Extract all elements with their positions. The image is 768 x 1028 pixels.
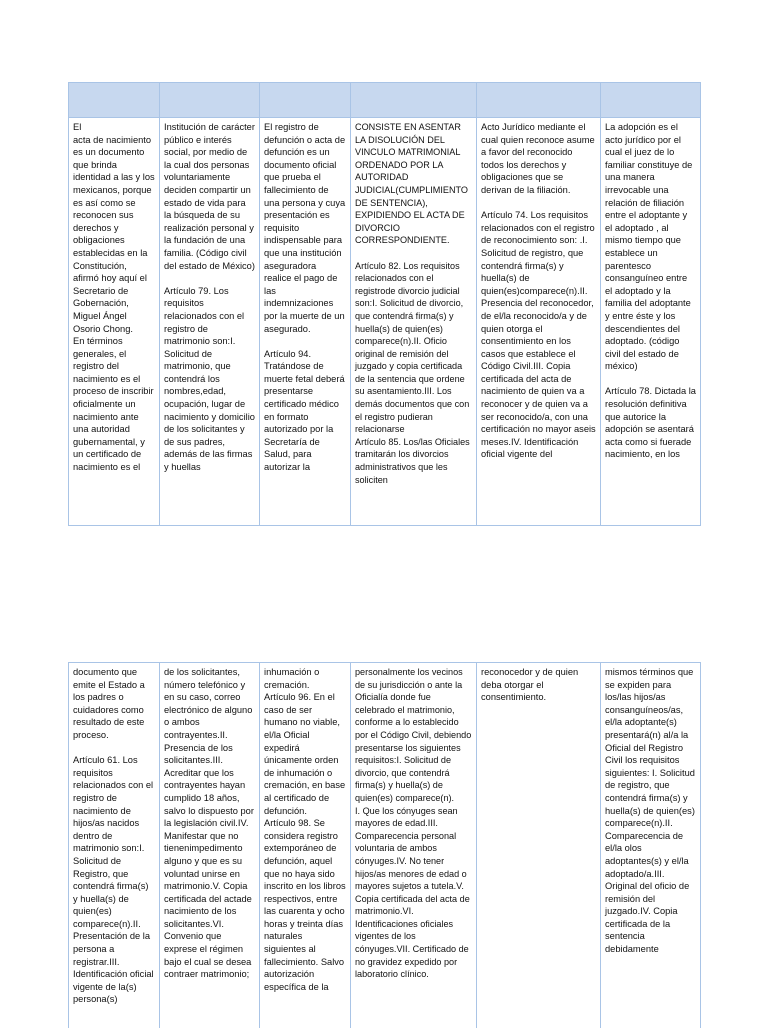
cell-text: El registro de defunción o acta de defunción es un documento oficial que prueba el fallecimiento de una persona y cuya presentación es requisito indispensable para que una institución aseguradora realice el pago de las indemnizaciones por la muerte de un asegurado. Artículo 94. Tratándose de muerte fetal deberá presentarse certificado médico en formato autorizado por la Secretaría de Salud, para autorizar la [264,121,346,474]
header-cell [69,83,160,118]
cell-reconocimiento-cont [477,663,601,1028]
cell-defuncion-cont [260,663,351,1028]
cell-text: CONSISTE EN ASENTAR LA DISOLUCIÓN DEL VINCULO MATRIMONIAL ORDENADO POR LA AUTORIDAD JUDICIAL(CUMPLIMIENTO DE SENTENCIA), EXPIDIENDO EL ACTA DE DIVORCIO CORRESPONDIENTE. Artículo 82. Los requisitos relacionados con el registrode divorcio judicial son:I. Solicitud de divorcio, que contendrá firma(s) y huella(s) de quien(es) comparece(n).II. Oficio original de remisión del juzgado y copia certificada de la sentencia que ordene su asentamiento.III. Los demás documentos que con el registro pudieran relacionarse Artículo 85. Los/las Oficiales tramitarán los divorcios administrativos que les soliciten [355,121,472,486]
cell-defuncion [260,118,351,526]
cell-text: inhumación o cremación. Artículo 96. En el caso de ser humano no viable, el/la Oficial expedirá únicamente orden de inhumación o cremación, en base al certificado de defunción. Artículo 98. Se considera registro extemporáneo de defunción, aquel que no haya sido inscrito en los libros respectivos, entre las cuarenta y ocho horas y treinta días naturales siguientes al fallecimiento. Salvo autorización específica de la [264,666,346,993]
cell-text: de los solicitantes, número telefónico y en su caso, correo electrónico de alguno o ambos contrayentes.II. Presencia de los solicitantes.III. Acreditar que los contrayentes hayan cumplido 18 años, salvo lo dispuesto por la legislación civil.IV. Manifestar que no tienenimpedimento alguno y que es su voluntad unirse en matrimonio.V. Copia certificada del actade nacimiento de los solicitantes.VI. Convenio que exprese el régimen bajo el cual se desea contraer matrimonio; [164,666,255,981]
cell-reconocimiento [477,118,601,526]
header-cell [260,83,351,118]
cell-text: El acta de nacimiento es un documento que brinda identidad a las y los mexicanos, porque es así como se reconocen sus derechos y obligaciones establecidas en la Constitución, afirmó hoy aquí el Secretario de Gobernación, Miguel Ángel Osorio Chong. En términos generales, el registro del nacimiento es el proceso de inscribir oficialmente un nacimiento ante una autoridad gubernamental, y un certificado de nacimiento es el [73,121,155,474]
cell-text: personalmente los vecinos de su jurisdicción o ante la Oficialía donde fue celebrado el matrimonio, conforme a lo establecido por el Código Civil, debiendo presentarse los siguientes requisitos:I. Solicitud de divorcio, que contendrá firma(s) y huella(s) de quien(es) comparece(n). I. Que los cónyuges sean mayores de edad.III. Comparecencia personal voluntaria de ambos cónyuges.IV. No tener hijos/as menores de edad o mayores sujetos a tutela.V. Copia certificada del acta de matrimonio.VI. Identificaciones oficiales vigentes de los cónyuges.VII. Certificado de no gravidez expedido por laboratorio clínico. [355,666,472,981]
cell-nacimiento-cont [69,663,160,1028]
cell-text: mismos términos que se expiden para los/las hijos/as consanguíneos/as, el/la adoptante(s) presentará(n) al/a la Oficial del Registro Civil los requisitos siguientes: I. Solicitud de registro, que contendrá firma(s) y huella(s) de quien(es) comparece(n).II. Comparecencia de el/la olos adoptantes(s) y el/la adoptado/a.III. Original del oficio de remisión del juzgado.IV. Copia certificada de la sentencia debidamente [605,666,696,956]
comparison-table-page-1 [68,82,701,526]
cell-text: Acto Jurídico mediante el cual quien reconoce asume a favor del reconocido todos los derechos y obligaciones que se derivan de la filiación. Artículo 74. Los requisitos relacionados con el registro de reconocimiento son: .I. Solicitud de registro, que contendrá firma(s) y huella(s) de quien(es)comparece(n).II. Presencia del reconocedor, de el/la reconocido/a y de quien otorga el consentimiento en los casos que establece el Código Civil.III. Copia certificada del acta de nacimiento de quien va a reconocer y de quien va a ser reconocido/a, con una certificación no mayor aseis meses.IV. Identificación oficial vigente del [481,121,596,461]
header-cell [351,83,477,118]
cell-matrimonio [160,118,260,526]
cell-text: Institución de carácter público e interés social, por medio de la cual dos personas voluntariamente deciden compartir un estado de vida para la búsqueda de su realización personal y la fundación de una familia. (Código civil del estado de México) Artículo 79. Los requisitos relacionados con el registro de matrimonio son:I. Solicitud de matrimonio, que contendrá los nombres,edad, ocupación, lugar de nacimiento y domicilio de los solicitantes y de sus padres, además de las firmas y huellas [164,121,255,474]
table-header-row [69,83,701,118]
cell-adopcion-cont [601,663,701,1028]
cell-adopcion [601,118,701,526]
cell-text: reconocedor y de quien deba otorgar el consentimiento. [481,666,596,704]
header-cell [601,83,701,118]
cell-text: documento que emite el Estado a los padres o cuidadores como resultado de este proceso. Artículo 61. Los requisitos relacionados con el registro de nacimiento de hijos/as nacidos dentro de matrimonio son:I. Solicitud de Registro, que contendrá firma(s) y huella(s) de quien(es) comparece(n).II. Presentación de la persona a registrar.III. Identificación oficial vigente de la(s) persona(s) [73,666,155,1006]
header-cell [160,83,260,118]
comparison-table-page-2 [68,662,701,1028]
cell-divorcio [351,118,477,526]
cell-divorcio-cont [351,663,477,1028]
table-row [69,118,701,526]
table-row [69,663,701,1028]
cell-nacimiento [69,118,160,526]
header-cell [477,83,601,118]
cell-matrimonio-cont [160,663,260,1028]
cell-text: La adopción es el acto jurídico por el cual el juez de lo familiar constituye de una manera irrevocable una relación de filiación entre el adoptante y el adoptado , al mismo tiempo que establece un parentesco consanguíneo entre el adoptado y la familia del adoptante y entre éste y los descendientes del adoptado. (código civil del estado de méxico) Artículo 78. Dictada la resolución definitiva que autorice la adopción se asentará acta como si fuerade nacimiento, en los [605,121,696,461]
